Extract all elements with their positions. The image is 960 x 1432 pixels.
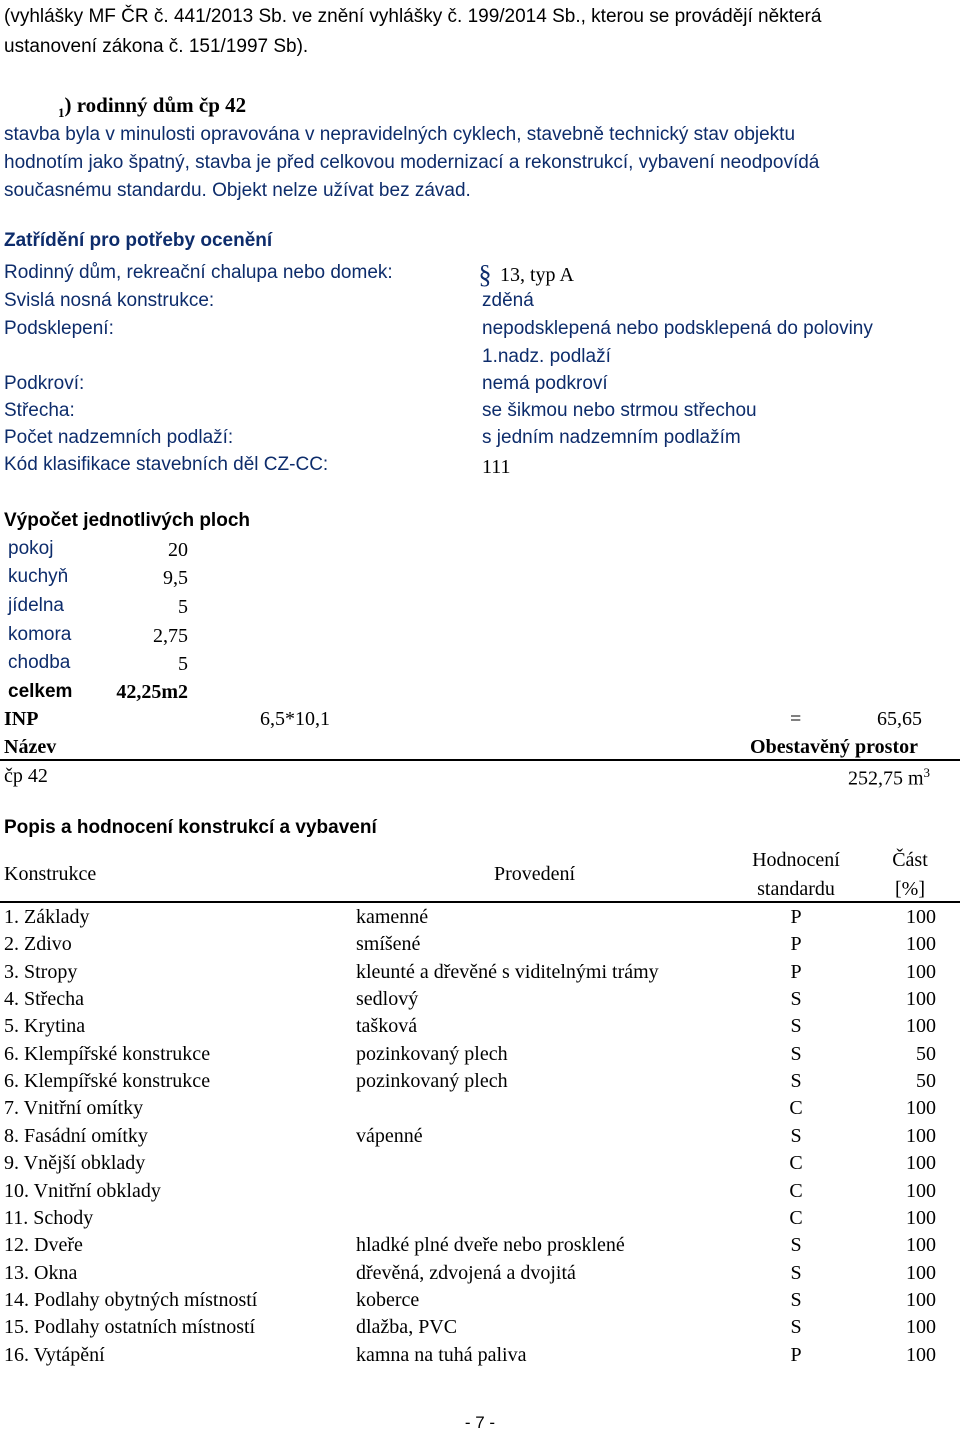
construction-share: 100	[906, 1207, 936, 1229]
constructions-heading: Popis a hodnocení konstrukcí a vybavení	[4, 817, 377, 838]
construction-share: 100	[906, 1125, 936, 1147]
construction-share: 100	[906, 933, 936, 955]
construction-share: 100	[906, 1180, 936, 1202]
construction-rating: S	[790, 1289, 802, 1311]
construction-rating: C	[789, 1097, 803, 1119]
construction-rating: S	[790, 1070, 802, 1092]
inp-result: 65,65	[877, 708, 922, 730]
volume-divider	[0, 759, 960, 761]
section-sign-icon	[478, 260, 492, 288]
construction-rating: S	[790, 1125, 802, 1147]
construction-execution: pozinkovaný plech	[356, 1043, 508, 1065]
area-name: komora	[8, 624, 72, 645]
classification-value: 13, typ A	[500, 264, 574, 286]
construction-name: 1. Základy	[4, 906, 90, 928]
area-value: 2,75	[153, 625, 188, 647]
volume-name: čp 42	[4, 765, 48, 787]
property-index: 1	[58, 105, 65, 121]
construction-share: 100	[906, 1015, 936, 1037]
construction-share: 100	[906, 961, 936, 983]
construction-share: 100	[906, 988, 936, 1010]
col-header-share-2: [%]	[895, 878, 925, 900]
construction-name: 16. Vytápění	[4, 1344, 105, 1366]
construction-name: 9. Vnější obklady	[4, 1152, 146, 1174]
construction-name: 10. Vnitřní obklady	[4, 1180, 161, 1202]
construction-share: 100	[906, 1262, 936, 1284]
classification-label: Rodinný dům, rekreační chalupa nebo domek:	[4, 262, 393, 283]
classification-value: nemá podkroví	[482, 373, 608, 394]
construction-name: 4. Střecha	[4, 988, 84, 1010]
construction-share: 50	[916, 1070, 936, 1092]
col-header-rating-2: standardu	[757, 878, 835, 900]
construction-rating: P	[790, 933, 802, 955]
construction-name: 7. Vnitřní omítky	[4, 1097, 144, 1119]
construction-name: 5. Krytina	[4, 1015, 86, 1037]
classification-label: Podkroví:	[4, 373, 85, 394]
construction-execution: dřevěná, zdvojená a dvojitá	[356, 1262, 576, 1284]
construction-name: 6. Klempířské konstrukce	[4, 1070, 211, 1092]
inp-formula: 6,5*10,1	[260, 708, 330, 730]
construction-rating: P	[790, 1344, 802, 1366]
inp-label: INP	[4, 708, 39, 730]
construction-rating: S	[790, 1316, 802, 1338]
construction-rating: S	[790, 988, 802, 1010]
construction-name: 13. Okna	[4, 1262, 78, 1284]
construction-rating: C	[789, 1180, 803, 1202]
area-value: 5	[178, 653, 188, 675]
construction-execution: kamenné	[356, 906, 429, 928]
constructions-header-divider	[0, 901, 960, 903]
construction-name: 11. Schody	[4, 1207, 94, 1229]
construction-share: 100	[906, 906, 936, 928]
property-title-text: ) rodinný dům čp 42	[64, 93, 247, 117]
construction-rating: P	[790, 906, 802, 928]
property-description-line-2: hodnotím jako špatný, stavba je před celkovou modernizací a rekonstrukcí, vybavení neodpovídá	[4, 152, 820, 173]
construction-execution: kamna na tuhá paliva	[356, 1344, 527, 1366]
svg-text:§: §	[478, 260, 492, 288]
construction-name: 8. Fasádní omítky	[4, 1125, 148, 1147]
volume-unit-exponent: 3	[923, 765, 930, 780]
area-total-value: 42,25m2	[116, 681, 188, 703]
construction-execution: kleunté a dřevěné s viditelnými trámy	[356, 961, 659, 983]
area-total-label: celkem	[8, 681, 73, 702]
header-line-1: (vyhlášky MF ČR č. 441/2013 Sb. ve znění vyhlášky č. 199/2014 Sb., kterou se provádějí některá	[4, 6, 822, 27]
construction-name: 6. Klempířské konstrukce	[4, 1043, 211, 1065]
construction-execution: dlažba, PVC	[356, 1316, 458, 1338]
construction-share: 100	[906, 1344, 936, 1366]
classification-label: Počet nadzemních podlaží:	[4, 427, 234, 448]
construction-name: 12. Dveře	[4, 1234, 83, 1256]
property-description-line-1: stavba byla v minulosti opravována v nepravidelných cyklech, stavebně technický stav objektu	[4, 124, 796, 145]
col-header-execution: Provedení	[494, 863, 576, 885]
col-header-rating-1: Hodnocení	[752, 849, 840, 871]
classification-heading: Zatřídění pro potřeby ocenění	[4, 230, 273, 251]
area-value: 20	[168, 539, 188, 561]
col-header-share-1: Část	[892, 849, 928, 871]
construction-execution: smíšené	[356, 933, 421, 955]
construction-execution: hladké plné dveře nebo prosklené	[356, 1234, 625, 1256]
classification-value: 111	[482, 456, 511, 478]
construction-execution: sedlový	[356, 988, 419, 1010]
classification-value: se šikmou nebo strmou střechou	[482, 400, 757, 421]
construction-rating: S	[790, 1015, 802, 1037]
construction-rating: S	[790, 1043, 802, 1065]
inp-equals: =	[790, 708, 802, 730]
construction-share: 100	[906, 1097, 936, 1119]
classification-value: nepodsklepená nebo podsklepená do poloviny	[482, 318, 873, 339]
classification-label: Střecha:	[4, 400, 75, 421]
volume-value-text: 252,75 m	[847, 767, 924, 790]
construction-name: 15. Podlahy ostatních místností	[4, 1316, 256, 1338]
construction-rating: S	[790, 1234, 802, 1256]
construction-execution: pozinkovaný plech	[356, 1070, 508, 1092]
volume-value-header: Obestavěný prostor	[750, 736, 918, 758]
area-name: chodba	[8, 652, 71, 673]
classification-value-continued: 1.nadz. podlaží	[482, 346, 611, 367]
areas-heading: Výpočet jednotlivých ploch	[4, 510, 250, 531]
construction-execution: tašková	[356, 1015, 418, 1037]
col-header-construction: Konstrukce	[4, 863, 97, 885]
area-value: 9,5	[163, 567, 188, 589]
property-title	[58, 95, 246, 119]
construction-name: 14. Podlahy obytných místností	[4, 1289, 258, 1311]
construction-name: 2. Zdivo	[4, 933, 72, 955]
construction-execution: vápenné	[356, 1125, 423, 1147]
header-line-2: ustanovení zákona č. 151/1997 Sb).	[4, 36, 309, 57]
area-value: 5	[178, 596, 188, 618]
classification-label: Kód klasifikace stavebních děl CZ-CC:	[4, 454, 329, 475]
construction-share: 100	[906, 1152, 936, 1174]
construction-share: 50	[916, 1043, 936, 1065]
construction-rating: P	[790, 961, 802, 983]
construction-rating: C	[789, 1207, 803, 1229]
construction-share: 100	[906, 1234, 936, 1256]
volume-name-header: Název	[4, 736, 57, 758]
construction-rating: S	[790, 1262, 802, 1284]
construction-share: 100	[906, 1289, 936, 1311]
area-name: pokoj	[8, 538, 54, 559]
classification-value: zděná	[482, 290, 534, 311]
construction-execution: koberce	[356, 1289, 420, 1311]
volume-value	[760, 766, 930, 789]
construction-rating: C	[789, 1152, 803, 1174]
area-name: jídelna	[8, 595, 64, 616]
area-name: kuchyň	[8, 566, 69, 587]
classification-label: Podsklepení:	[4, 318, 114, 339]
page-number: - 7 -	[464, 1413, 496, 1432]
property-description-line-3: současnému standardu. Objekt nelze užívat bez závad.	[4, 180, 471, 201]
construction-name: 3. Stropy	[4, 961, 78, 983]
classification-label: Svislá nosná konstrukce:	[4, 290, 215, 311]
classification-value: s jedním nadzemním podlažím	[482, 427, 741, 448]
construction-share: 100	[906, 1316, 936, 1338]
